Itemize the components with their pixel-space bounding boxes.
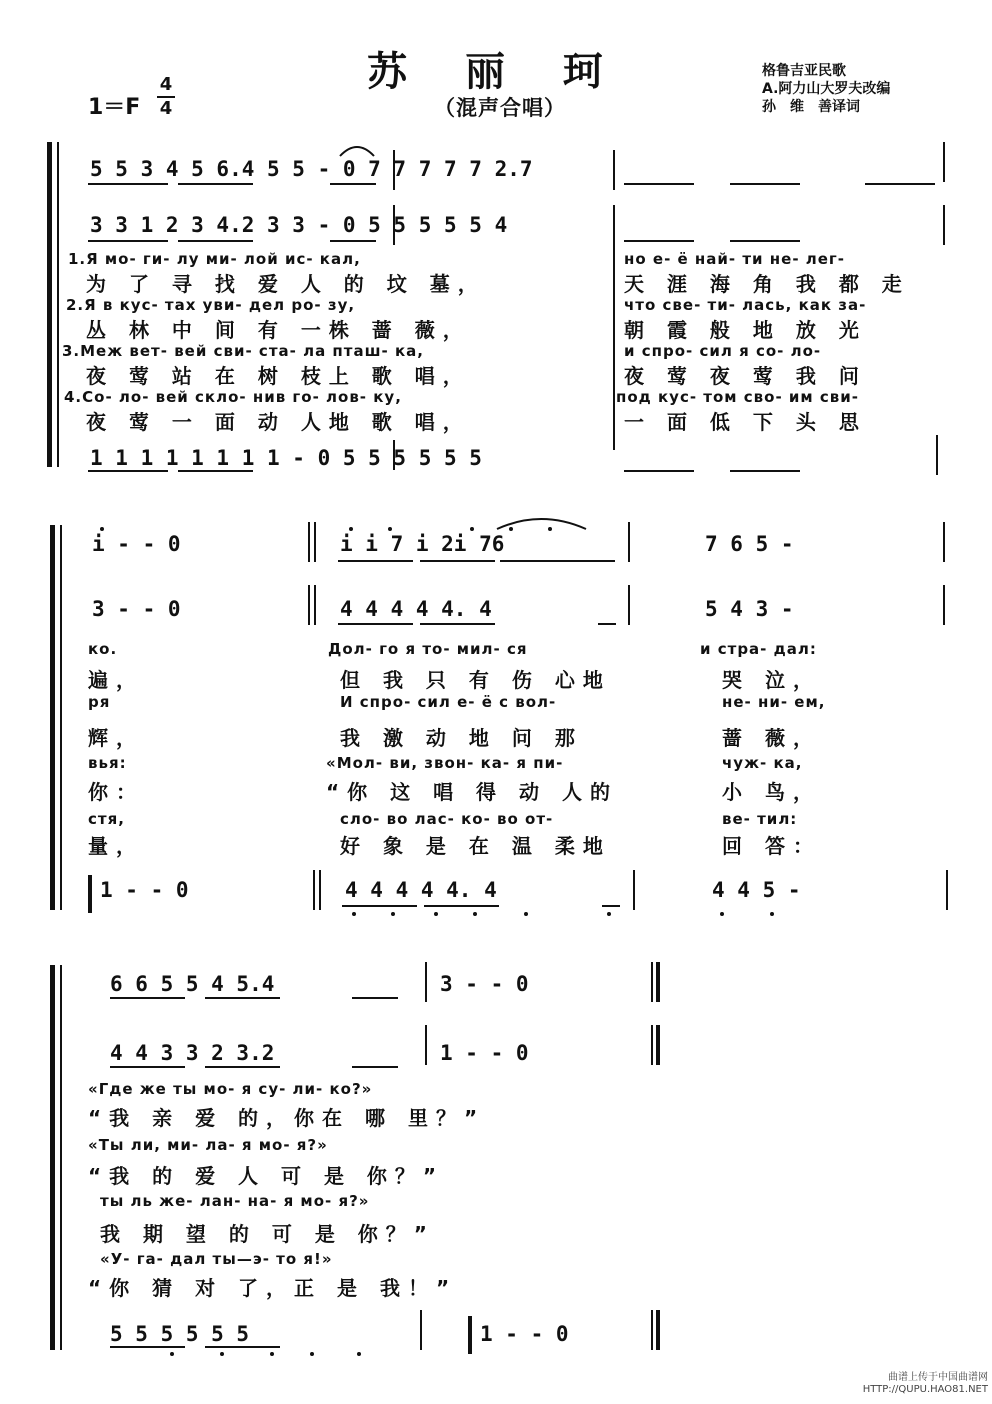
lyric-line: “你 这 唱 得 动 人的 [326,780,618,804]
lyric-line: 夜 莺 一 面 动 人地 歌 唱， [86,410,471,434]
lyric-line: сло- во лас- ко- во от- [340,810,554,828]
bass-line: 4 4 5 - [712,878,801,902]
lyric-line: 但 我 只 有 伤 心地 [340,668,611,692]
lyric-line-left: 遍， [88,668,144,692]
lyric-line-left: 量， [88,834,144,858]
lyric-line-left: ря [88,693,111,711]
lyric-line: «Мол- ви, звон- ка- я пи- [326,754,564,772]
bass-line: 5 5 5 5 5 5 [110,1322,250,1346]
song-title: 苏 丽 珂 [367,48,625,95]
lyric-line: Дол- го я то- мил- ся [328,640,528,658]
key-signature: 1＝F [88,95,141,120]
lyric-line-right: под кус- том сво- им сви- [616,388,860,406]
lyric-line-right: 一 面 低 下 头 思 [624,410,867,434]
bass-line: 4 4 4 4 4. 4 [345,878,497,902]
lyric-line: 我 激 动 地 问 那 [340,726,583,750]
alto-line: 3 - - 0 [92,597,181,621]
lyric-line: 丛 林 中 间 有 一株 蔷 薇， [86,318,471,342]
lyric-line: «Ты ли, ми- ла- я мо- я?» [88,1136,328,1154]
lyric-line-right: и спро- сил я со- ло- [624,342,822,360]
soprano-line: 3 - - 0 [440,972,529,996]
meter-bottom: 4 [159,98,173,119]
watermark [863,1372,988,1396]
lyric-line-right: 天 涯 海 角 我 都 走 [624,272,910,296]
time-signature [157,75,175,119]
watermark-text: 曲谱上传于中国曲谱网 [888,1372,988,1383]
credit-arranger: A.阿力山大罗夫改编 [762,81,891,97]
lyric-line-right: 小 鸟， [722,780,821,804]
alto-line: 4 4 4 4 4. 4 [340,597,492,621]
lyric-line-right: ве- тил: [722,810,798,828]
slur-mark [338,140,376,158]
lyric-line-right: чуж- ка, [722,754,803,772]
lyric-line: “我 的 爱 人 可 是 你？” [88,1164,445,1188]
bass-line: 1 - - 0 [100,878,189,902]
lyric-line: 我 期 望 的 可 是 你？” [100,1222,435,1246]
lyric-line: «Где же ты мо- я су- ли- ко?» [88,1080,373,1098]
soprano-line: 7 6 5 - [705,532,794,556]
lyric-line-right: 蔷 薇， [722,726,821,750]
lyric-line: 好 象 是 在 温 柔地 [340,834,611,858]
bass-line: 1 - - 0 [480,1322,569,1346]
lyric-line: «У- га- дал ты—э- то я!» [100,1250,333,1268]
lyric-line: “你 猜 对 了，正 是 我！” [88,1276,458,1300]
alto-line: 4 4 3 3 2 3.2 [110,1041,275,1065]
alto-line: 5 4 3 - [705,597,794,621]
soprano-line: 5 5 3 4 5 6.4 5 5 - 0 7 7 7 7 7 2.7 [90,157,533,181]
lyric-line-left: 你： [88,780,144,804]
meter-top: 4 [159,74,173,95]
lyric-line-right: но е- ё най- ти не- лег- [624,250,845,268]
lyric-line: 为 了 寻 找 爱 人 的 坟 墓， [86,272,486,296]
lyric-line: 1.Я мо- ги- лу ми- лой ис- кал, [68,250,361,268]
credit-origin: 格鲁吉亚民歌 [762,63,846,79]
bass-line: 1 1 1 1 1 1 1 1 - 0 5 5 5 5 5 5 [90,446,482,470]
credit-translator: 孙 维 善译词 [762,99,860,115]
alto-line: 3 3 1 2 3 4.2 3 3 - 0 5 5 5 5 5 4 [90,213,508,237]
lyric-line-left: ко. [88,640,118,658]
credits [762,62,890,116]
lyric-line: 夜 莺 站 在 树 枝上 歌 唱， [86,364,471,388]
lyric-line: ты ль же- лан- на- я мо- я?» [100,1192,370,1210]
lyric-line: 4.Со- ло- вей скло- нив го- лов- ку, [64,388,402,406]
lyric-line-right: 朝 霞 般 地 放 光 [624,318,867,342]
alto-line: 1 - - 0 [440,1041,529,1065]
lyric-line-right: и стра- дал: [700,640,817,658]
lyric-line-right: 回 答： [722,834,821,858]
lyric-line: “我 亲 爱 的，你在 哪 里？” [88,1106,486,1130]
lyric-line-right: 哭 泣， [722,668,821,692]
lyric-line: И спро- сил е- ё с вол- [340,693,557,711]
lyric-line-right: что све- ти- лась, как за- [624,296,867,314]
slur-mark [494,513,589,531]
watermark-url: HTTP://QUPU.HAO81.NET [862,1384,988,1395]
lyric-line-right: не- ни- ем, [722,693,826,711]
lyric-line-right: 夜 莺 夜 莺 我 问 [624,364,867,388]
lyric-line: 2.Я в кус- тах уви- дел ро- зу, [66,296,356,314]
soprano-line: i - - 0 [92,532,181,556]
lyric-line-left: 辉， [88,726,144,750]
soprano-line: i i 7 i 2i 76 [340,532,505,556]
lyric-line-left: стя, [88,810,125,828]
soprano-line: 6 6 5 5 4 5.4 [110,972,275,996]
subtitle: （混声合唱） [434,96,566,120]
lyric-line-left: вья: [88,754,127,772]
lyric-line: 3.Меж вет- вей сви- ста- ла пташ- ка, [62,342,424,360]
